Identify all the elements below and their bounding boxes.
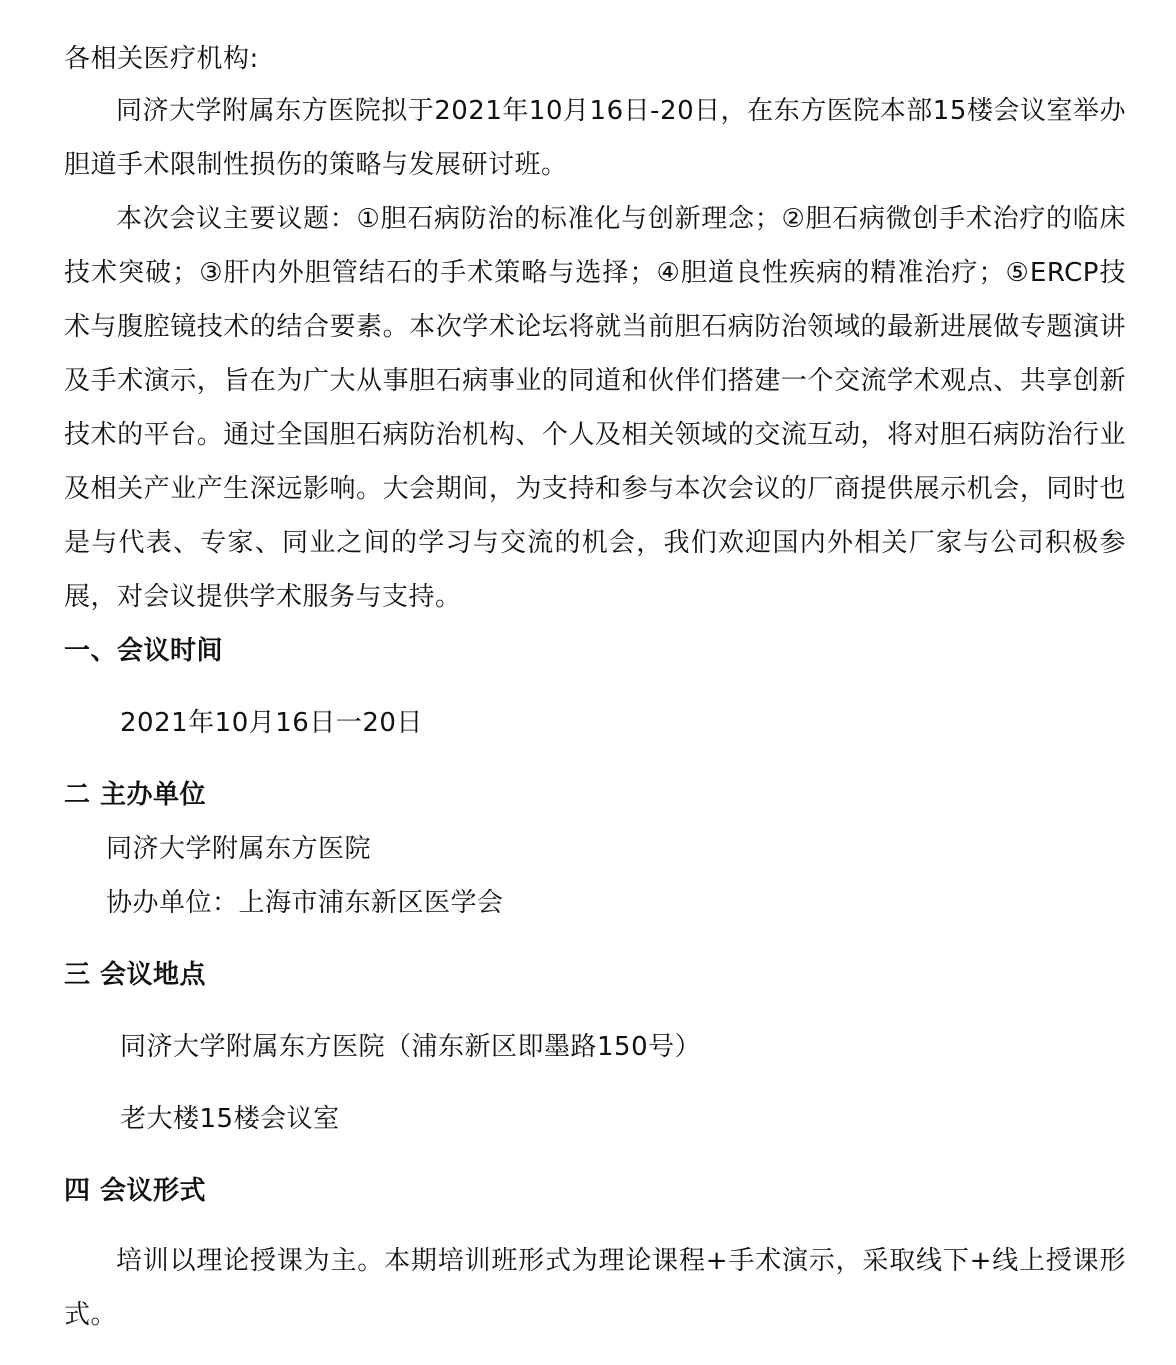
section-organizer-heading: 二 主办单位 [64, 780, 207, 810]
venue-room: 老大楼15楼会议室 [120, 1104, 340, 1134]
section-time-heading: 一、会议时间 [64, 636, 224, 666]
salutation: 各相关医疗机构: [64, 44, 259, 74]
venue-address: 同济大学附属东方医院（浦东新区即墨路150号） [120, 1032, 702, 1062]
format-description: 培训以理论授课为主。本期培训班形式为理论课程+手术演示，采取线下+线上授课形式。 [64, 1246, 1126, 1330]
topics-paragraph: 本次会议主要议题：①胆石病防治的标准化与创新理念；②胆石病微创手术治疗的临床技术突破；③肝内外胆管结石的手术策略与选择；④胆道良性疾病的精准治疗；⑤ERCP技术与腹腔镜技术的结合要素。本次学术论坛将就当前胆石病防治领域的最新进展做专题演讲及手术演示，旨在为广大从事胆石病事业的同道和伙伴们搭建一个交流学术观点、共享创新技术的平台。通过全国胆石病防治机构、个人及相关领域的交流互动，将对胆石病防治行业及相关产业产生深远影响。大会期间，为支持和参与本次会议的厂商提供展示机会，同时也是与代表、专家、同业之间的学习与交流的机会，我们欢迎国内外相关厂家与公司积极参展，对会议提供学术服务与支持。 [64, 204, 1126, 612]
section-format-heading: 四 会议形式 [64, 1176, 207, 1206]
section-venue-heading: 三 会议地点 [64, 960, 207, 990]
host-organization: 同济大学附属东方医院 [106, 834, 372, 864]
co-host-organization: 协办单位：上海市浦东新区医学会 [106, 888, 504, 918]
intro-paragraph: 同济大学附属东方医院拟于2021年10月16日-20日，在东方医院本部15楼会议室举办胆道手术限制性损伤的策略与发展研讨班。 [64, 96, 1126, 180]
meeting-date: 2021年10月16日一20日 [120, 708, 423, 738]
